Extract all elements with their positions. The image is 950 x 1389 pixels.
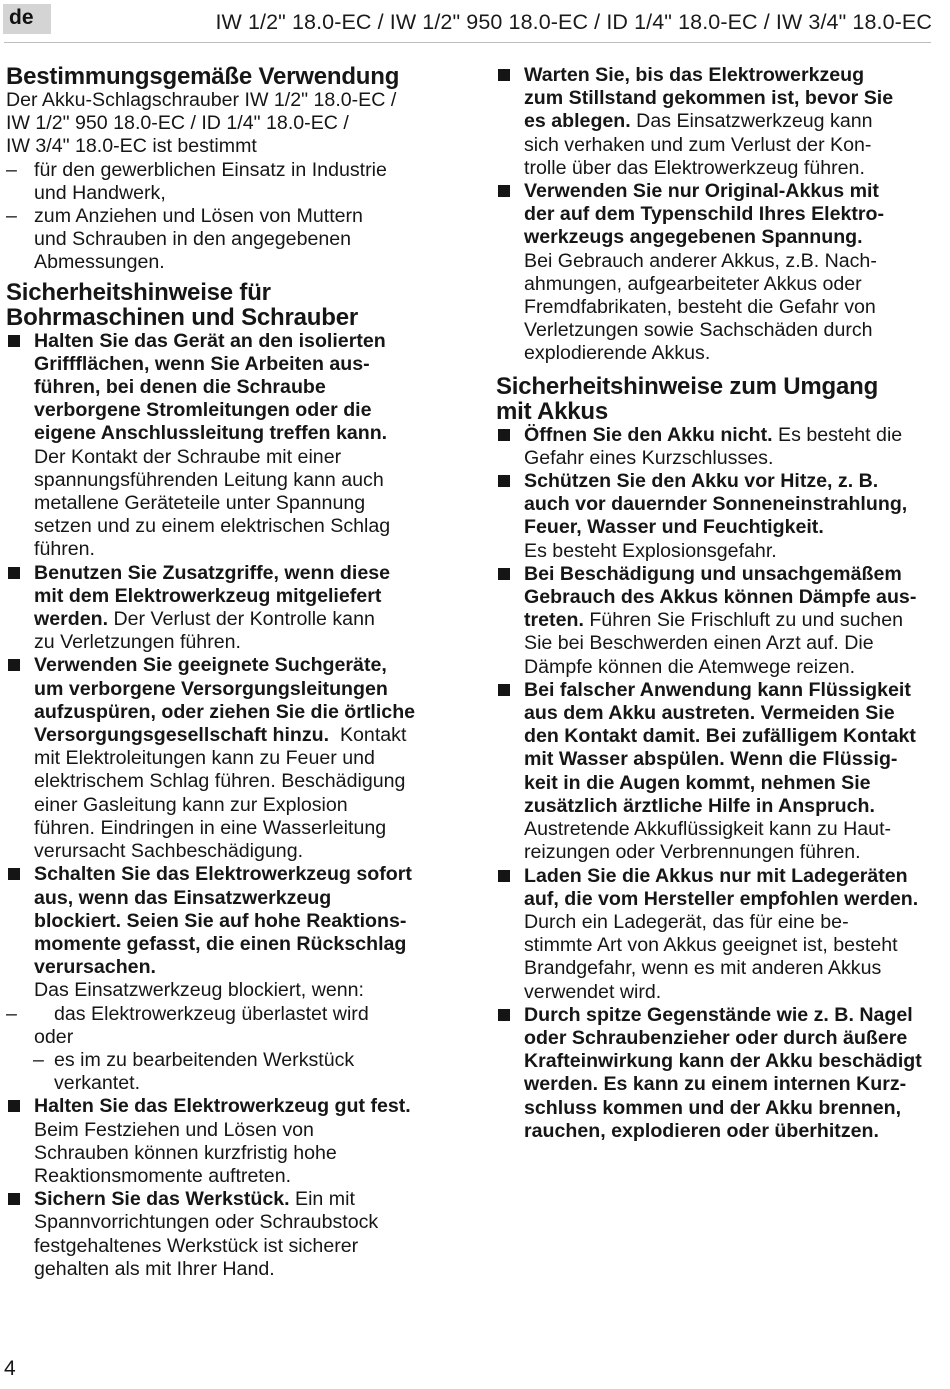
model-header: IW 1/2" 18.0-EC / IW 1/2" 950 18.0-EC / ID 1/4" 18.0-EC / IW 3/4" 18.0-EC	[215, 10, 932, 34]
right-column	[496, 64, 936, 1143]
safety-bullet-wait-standstill: Warten Sie, bis das Elektrowerkzeug zum Stillstand gekommen ist, bevor Sie es ablegen. Das Einsatzwerkzeug kann sich verhaken und zum Verlust der Kon- trolle über das Elektrowerkzeug führen.	[496, 64, 936, 180]
battery-bullet-liquid: Bei falscher Anwendung kann Flüssigkeit aus dem Akku austreten. Vermeiden Sie den Kontakt damit. Bei zufälligem Kontakt mit Wasser abspülen. Wenn die Flüssig- keit in die Augen kommt, nehmen Sie zusätzlich ärztliche Hilfe in Anspruch. Austretende Akkuflüssigkeit kann zu Haut- reizungen oder Verbrennungen führen.	[496, 679, 936, 865]
safety-bullet-hold-firmly: Halten Sie das Elektrowerkzeug gut fest. Beim Festziehen und Lösen von Schrauben können kurzfristig hohe Reaktionsmomente auftreten.	[6, 1095, 448, 1188]
safety-bullet-detectors: Verwenden Sie geeignete Suchgeräte, um verborgene Versorgungsleitungen aufzuspüren, oder ziehen Sie die örtliche Versorgungsgesellschaft hinzu. Kontakt mit Elektroleitungen kann zu Feuer und elektrischem Schlag führen. Beschädigung einer Gasleitung kann zur Explosion führen. Eindringen in eine Wasserleitung verursacht Sachbeschädigung.	[6, 654, 448, 863]
safety-bullet-auxiliary-handles: Benutzen Sie Zusatzgriffe, wenn diese mit dem Elektrowerkzeug mitgeliefert werden. Der Verlust der Kontrolle kann zu Verletzungen führen.	[6, 562, 448, 655]
battery-bullet-sharp-objects: Durch spitze Gegenstände wie z. B. Nagel oder Schraubenzieher oder durch äußere Krafteinwirkung kann der Akku beschädigt werden. Es kann zu einem internen Kurz- schluss kommen und der Akku brennen, rauchen, explodieren oder überhitzen.	[496, 1004, 936, 1143]
left-column	[6, 64, 448, 1281]
safety-bullet-original-batteries: Verwenden Sie nur Original-Akkus mit der auf dem Typenschild Ihres Elektro- werkzeugs angegebenen Spannung. Bei Gebrauch anderer Akkus, z.B. Nach- ahmungen, aufgearbeiteter Akkus oder Fremdfabrikaten, besteht die Gefahr von Verletzungen sowie Sachschäden durch explodierende Akkus.	[496, 180, 936, 366]
header-divider	[4, 42, 931, 43]
battery-bullet-vapors: Bei Beschädigung und unsachgemäßem Gebrauch des Akkus können Dämpfe aus- treten. Führen Sie Frischluft zu und suchen Sie bei Beschwerden einen Arzt auf. Die Dämpfe können die Atemwege reizen.	[496, 563, 936, 679]
battery-bullet-heat: Schützen Sie den Akku vor Hitze, z. B. auch vor dauernder Sonneneinstrahlung, Feuer, Wasser und Feuchtigkeit. Es besteht Explosionsgefahr.	[496, 470, 936, 563]
safety-bullet-secure-workpiece: Sichern Sie das Werkstück. Ein mit Spannvorrichtungen oder Schraubstock festgehaltenes Werkstück ist sicherer gehalten als mit Ihrer Hand.	[6, 1188, 448, 1281]
blocking-cause: – das Elektrowerkzeug überlastet wird	[6, 1003, 448, 1026]
section-title-intended-use: Bestimmungsgemäße Verwendung	[6, 63, 400, 90]
blocking-cause: – es im zu bearbeitenden Werkstück verkantet.	[6, 1049, 448, 1095]
blocking-cause-cont: oder	[34, 1025, 74, 1048]
battery-bullet-chargers: Laden Sie die Akkus nur mit Ladegeräten auf, die vom Hersteller empfohlen werden. Durch ein Ladegerät, das für eine be- stimmte Art von Akkus geeignet ist, besteht Brandgefahr, wenn es mit anderen Akkus verwendet wird.	[496, 865, 936, 1004]
intended-use-intro: Der Akku-Schlagschrauber IW 1/2" 18.0-EC / IW 1/2" 950 18.0-EC / ID 1/4" 18.0-EC / IW 3/4" 18.0-EC ist bestimmt	[6, 89, 397, 158]
safety-bullet-insulated-grip: Halten Sie das Gerät an den isolierten Griffflächen, wenn Sie Arbeiten aus- führen, bei denen die Schraube verborgene Stromleitungen oder die eigene Anschlussleitung treffen kann. Der Kontakt der Schraube mit einer spannungsführenden Leitung kann auch metallene Geräteteile unter Spannung setzen und zu einem elektrischen Schlag führen.	[6, 330, 448, 562]
page-number: 4	[4, 1357, 16, 1380]
use-item: – für den gewerblichen Einsatz in Industrie und Handwerk,	[6, 159, 448, 205]
section-title-battery-safety: Sicherheitshinweise zum Umgang mit Akkus	[496, 372, 879, 425]
safety-bullet-switch-off: Schalten Sie das Elektrowerkzeug sofort aus, wenn das Einsatzwerkzeug blockiert. Seien Sie auf hohe Reaktions- momente gefasst, die einen Rückschlag verursachen. Das Einsatzwerkzeug blockiert, wenn:	[6, 863, 448, 1002]
section-title-safety-drills: Sicherheitshinweise für Bohrmaschinen und Schrauber	[6, 278, 358, 331]
language-tab: de	[3, 4, 51, 34]
use-item: – zum Anziehen und Lösen von Muttern und Schrauben in den angegebenen Abmessungen.	[6, 205, 448, 275]
battery-bullet-do-not-open: Öffnen Sie den Akku nicht. Es besteht die Gefahr eines Kurzschlusses.	[496, 424, 936, 470]
